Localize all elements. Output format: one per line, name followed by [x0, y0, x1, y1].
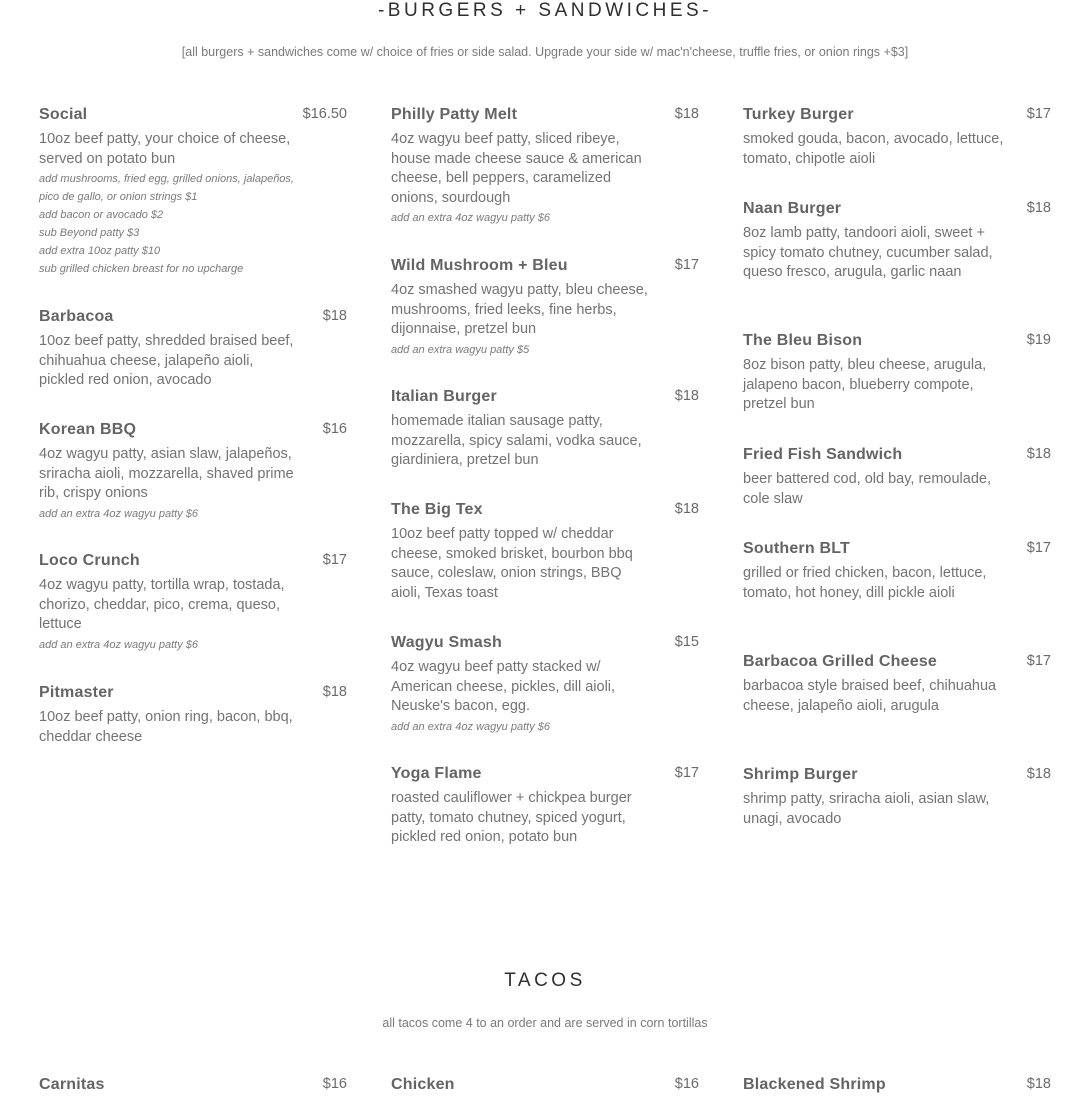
menu-item-price: $16: [322, 421, 347, 437]
burgers-section-title: -BURGERS + SANDWICHES-: [377, 0, 713, 21]
menu-item-header: [39, 106, 347, 128]
menu-item-name: Barbacoa: [39, 308, 114, 325]
menu-item-addon-note: add an extra 4oz wagyu patty $6: [39, 638, 198, 651]
menu-item-name: Turkey Burger: [743, 106, 854, 123]
menu-item-addon-note: sub grilled chicken breast for no upcharge: [39, 263, 244, 276]
menu-item-description: 8oz bison patty, bleu cheese, arugula, jalapeno bacon, blueberry compote, pretzel bun: [743, 357, 987, 413]
menu-item-price: $18: [322, 308, 347, 324]
menu-item-description: 4oz wagyu beef patty, sliced ribeye, house made cheese sauce & american cheese, bell peppers, caramelized onions, sourdough: [391, 131, 642, 206]
menu-item-description: 4oz wagyu patty, tortilla wrap, tostada, chorizo, cheddar, pico, crema, queso, lettuce: [39, 577, 285, 633]
menu-item-price: $17: [674, 765, 699, 781]
menu-item-fried-fish-sandwich: [743, 446, 1051, 509]
menu-item-addons: [39, 170, 347, 278]
menu-item-price: $17: [322, 552, 347, 568]
menu-item-price: $18: [674, 388, 699, 404]
menu-item-addon-note: add extra 10oz patty $10: [39, 245, 161, 258]
menu-item-name: Blackened Shrimp: [743, 1076, 886, 1093]
menu-item-pitmaster: [39, 684, 347, 747]
menu-item-price: $17: [674, 257, 699, 273]
menu-item-header: [743, 332, 1051, 354]
menu-item-korean-bbq: [39, 421, 347, 523]
menu-item-shrimp-burger: [743, 766, 1051, 829]
menu-item-header: [39, 1076, 347, 1098]
menu-item-description: 4oz smashed wagyu patty, bleu cheese, mushrooms, fried leeks, fine herbs, dijonnaise, pretzel bun: [391, 282, 648, 338]
menu-item-header: [39, 421, 347, 443]
menu-item-header: [39, 684, 347, 706]
menu-item-price: $19: [1026, 332, 1051, 348]
menu-item-name: Wagyu Smash: [391, 634, 502, 651]
menu-item-name: Shrimp Burger: [743, 766, 858, 783]
menu-item-header: [743, 766, 1051, 788]
menu-item-name: Yoga Flame: [391, 765, 482, 782]
menu-item-wild-mushroom-bleu: [391, 257, 699, 359]
menu-item-name: The Big Tex: [391, 501, 483, 518]
menu-item-addons: [39, 636, 347, 654]
menu-item-addons: [39, 505, 347, 523]
menu-item-addons: [391, 718, 699, 736]
menu-item-header: [743, 106, 1051, 128]
burgers-section-note: [all burgers + sandwiches come w/ choice of fries or side salad. Upgrade your side w/ mac'n'cheese, truffle fries, or onion rings +$3]: [181, 45, 909, 59]
menu-item-price: $18: [1026, 446, 1051, 462]
menu-item-barbacoa: [39, 308, 347, 391]
menu-item-header: [391, 106, 699, 128]
menu-item-name: Italian Burger: [391, 388, 497, 405]
menu-item-header: [743, 540, 1051, 562]
menu-item-description: 4oz wagyu patty, asian slaw, jalapeños, sriracha aioli, mozzarella, shaved prime rib, crispy onions: [39, 446, 294, 502]
menu-item-addon-note: add an extra 4oz wagyu patty $6: [391, 720, 550, 733]
menu-item-header: [743, 653, 1051, 675]
menu-item-description: roasted cauliflower + chickpea burger patty, tomato chutney, spiced yogurt, pickled red onion, potato bun: [391, 790, 632, 846]
menu-item-name: Fried Fish Sandwich: [743, 446, 903, 463]
menu-item-name: Chicken: [391, 1076, 455, 1093]
menu-item-price: $15: [674, 634, 699, 650]
menu-item-addon-note: add an extra wagyu patty $5: [391, 343, 530, 356]
menu-item-description: 10oz beef patty, shredded braised beef, chihuahua cheese, jalapeño aioli, pickled red onion, avocado: [39, 333, 294, 389]
menu-item-header: [743, 200, 1051, 222]
menu-item-addons: [391, 341, 699, 359]
menu-item-social: [39, 106, 347, 278]
menu-item-the-bleu-bison: [743, 332, 1051, 415]
menu-item-addon-note: add an extra 4oz wagyu patty $6: [391, 212, 550, 225]
menu-item-barbacoa-grilled-cheese: [743, 653, 1051, 716]
menu-item-header: [391, 1076, 699, 1098]
menu-item-header: [391, 634, 699, 656]
menu-item-header: [743, 1076, 1051, 1098]
menu-item-price: $17: [1026, 540, 1051, 556]
menu-item-name: Southern BLT: [743, 540, 850, 557]
menu-item-price: $18: [1026, 766, 1051, 782]
menu-item-price: $18: [674, 501, 699, 517]
menu-item-addons: [391, 209, 699, 227]
menu-item-name: Philly Patty Melt: [391, 106, 518, 123]
menu-item-description: 10oz beef patty, your choice of cheese, served on potato bun: [39, 131, 291, 167]
menu-item-carnitas: [39, 1076, 347, 1098]
menu-item-description: 10oz beef patty topped w/ cheddar cheese, smoked brisket, bourbon bbq sauce, coleslaw, onion strings, BBQ aioli, Texas toast: [391, 526, 633, 601]
menu-item-name: Naan Burger: [743, 200, 842, 217]
menu-item-price: $16.50: [302, 106, 347, 122]
menu-item-name: Loco Crunch: [39, 552, 140, 569]
menu-item-name: Carnitas: [39, 1076, 105, 1093]
menu-item-loco-crunch: [39, 552, 347, 654]
menu-item-name: Pitmaster: [39, 684, 114, 701]
menu-item-description: 10oz beef patty, onion ring, bacon, bbq, cheddar cheese: [39, 709, 293, 745]
menu-item-name: Barbacoa Grilled Cheese: [743, 653, 938, 670]
menu-item-addon-note: add mushrooms, fried egg, grilled onions, jalapeños,: [39, 173, 294, 186]
menu-item-blackened-shrimp: [743, 1076, 1051, 1098]
menu-item-name: Wild Mushroom + Bleu: [391, 257, 568, 274]
menu-item-name: The Bleu Bison: [743, 332, 863, 349]
tacos-section-note: all tacos come 4 to an order and are served in corn tortillas: [382, 1016, 708, 1030]
menu-item-description: beer battered cod, old bay, remoulade, cole slaw: [743, 471, 992, 507]
menu-item-description: barbacoa style braised beef, chihuahua cheese, jalapeño aioli, arugula: [743, 678, 997, 714]
menu-item-description: homemade italian sausage patty, mozzarella, spicy salami, vodka sauce, giardiniera, pretzel bun: [391, 413, 642, 469]
menu-item-the-big-tex: [391, 501, 699, 603]
menu-item-price: $16: [674, 1076, 699, 1092]
tacos-section-title: TACOS: [504, 970, 586, 991]
menu-item-southern-blt: [743, 540, 1051, 603]
menu-item-addon-note: sub Beyond patty $3: [39, 227, 140, 240]
menu-item-description: 4oz wagyu beef patty stacked w/ American cheese, pickles, dill aioli, Neuske's bacon, egg.: [391, 659, 616, 715]
menu-item-price: $18: [1026, 200, 1051, 216]
menu-item-chicken: [391, 1076, 699, 1098]
menu-item-header: [391, 257, 699, 279]
menu-item-addon-note: add an extra 4oz wagyu patty $6: [39, 507, 198, 520]
menu-item-description: shrimp patty, sriracha aioli, asian slaw, unagi, avocado: [743, 791, 990, 827]
menu-item-header: [391, 501, 699, 523]
menu-item-price: $18: [1026, 1076, 1051, 1092]
menu-item-name: Korean BBQ: [39, 421, 137, 438]
menu-item-naan-burger: [743, 200, 1051, 283]
menu-item-header: [743, 446, 1051, 468]
menu-item-price: $17: [1026, 653, 1051, 669]
menu-item-header: [39, 552, 347, 574]
menu-item-price: $18: [674, 106, 699, 122]
menu-item-name: Social: [39, 106, 88, 123]
menu-item-description: 8oz lamb patty, tandoori aioli, sweet + spicy tomato chutney, cucumber salad, queso fresco, arugula, garlic naan: [743, 225, 993, 281]
menu-item-price: $16: [322, 1076, 347, 1092]
menu-item-description: smoked gouda, bacon, avocado, lettuce, tomato, chipotle aioli: [743, 131, 1004, 167]
menu-item-header: [391, 388, 699, 410]
menu-item-addon-note: pico de gallo, or onion strings $1: [39, 191, 198, 204]
menu-item-philly-patty-melt: [391, 106, 699, 227]
menu-item-addon-note: add bacon or avocado $2: [39, 209, 164, 222]
menu-item-turkey-burger: [743, 106, 1051, 169]
menu-item-header: [39, 308, 347, 330]
menu-item-description: grilled or fried chicken, bacon, lettuce, tomato, hot honey, dill pickle aioli: [743, 565, 987, 601]
menu-item-yoga-flame: [391, 765, 699, 848]
menu-item-wagyu-smash: [391, 634, 699, 736]
menu-item-price: $18: [322, 684, 347, 700]
menu-item-italian-burger: [391, 388, 699, 471]
menu-item-price: $17: [1026, 106, 1051, 122]
menu-item-header: [391, 765, 699, 787]
